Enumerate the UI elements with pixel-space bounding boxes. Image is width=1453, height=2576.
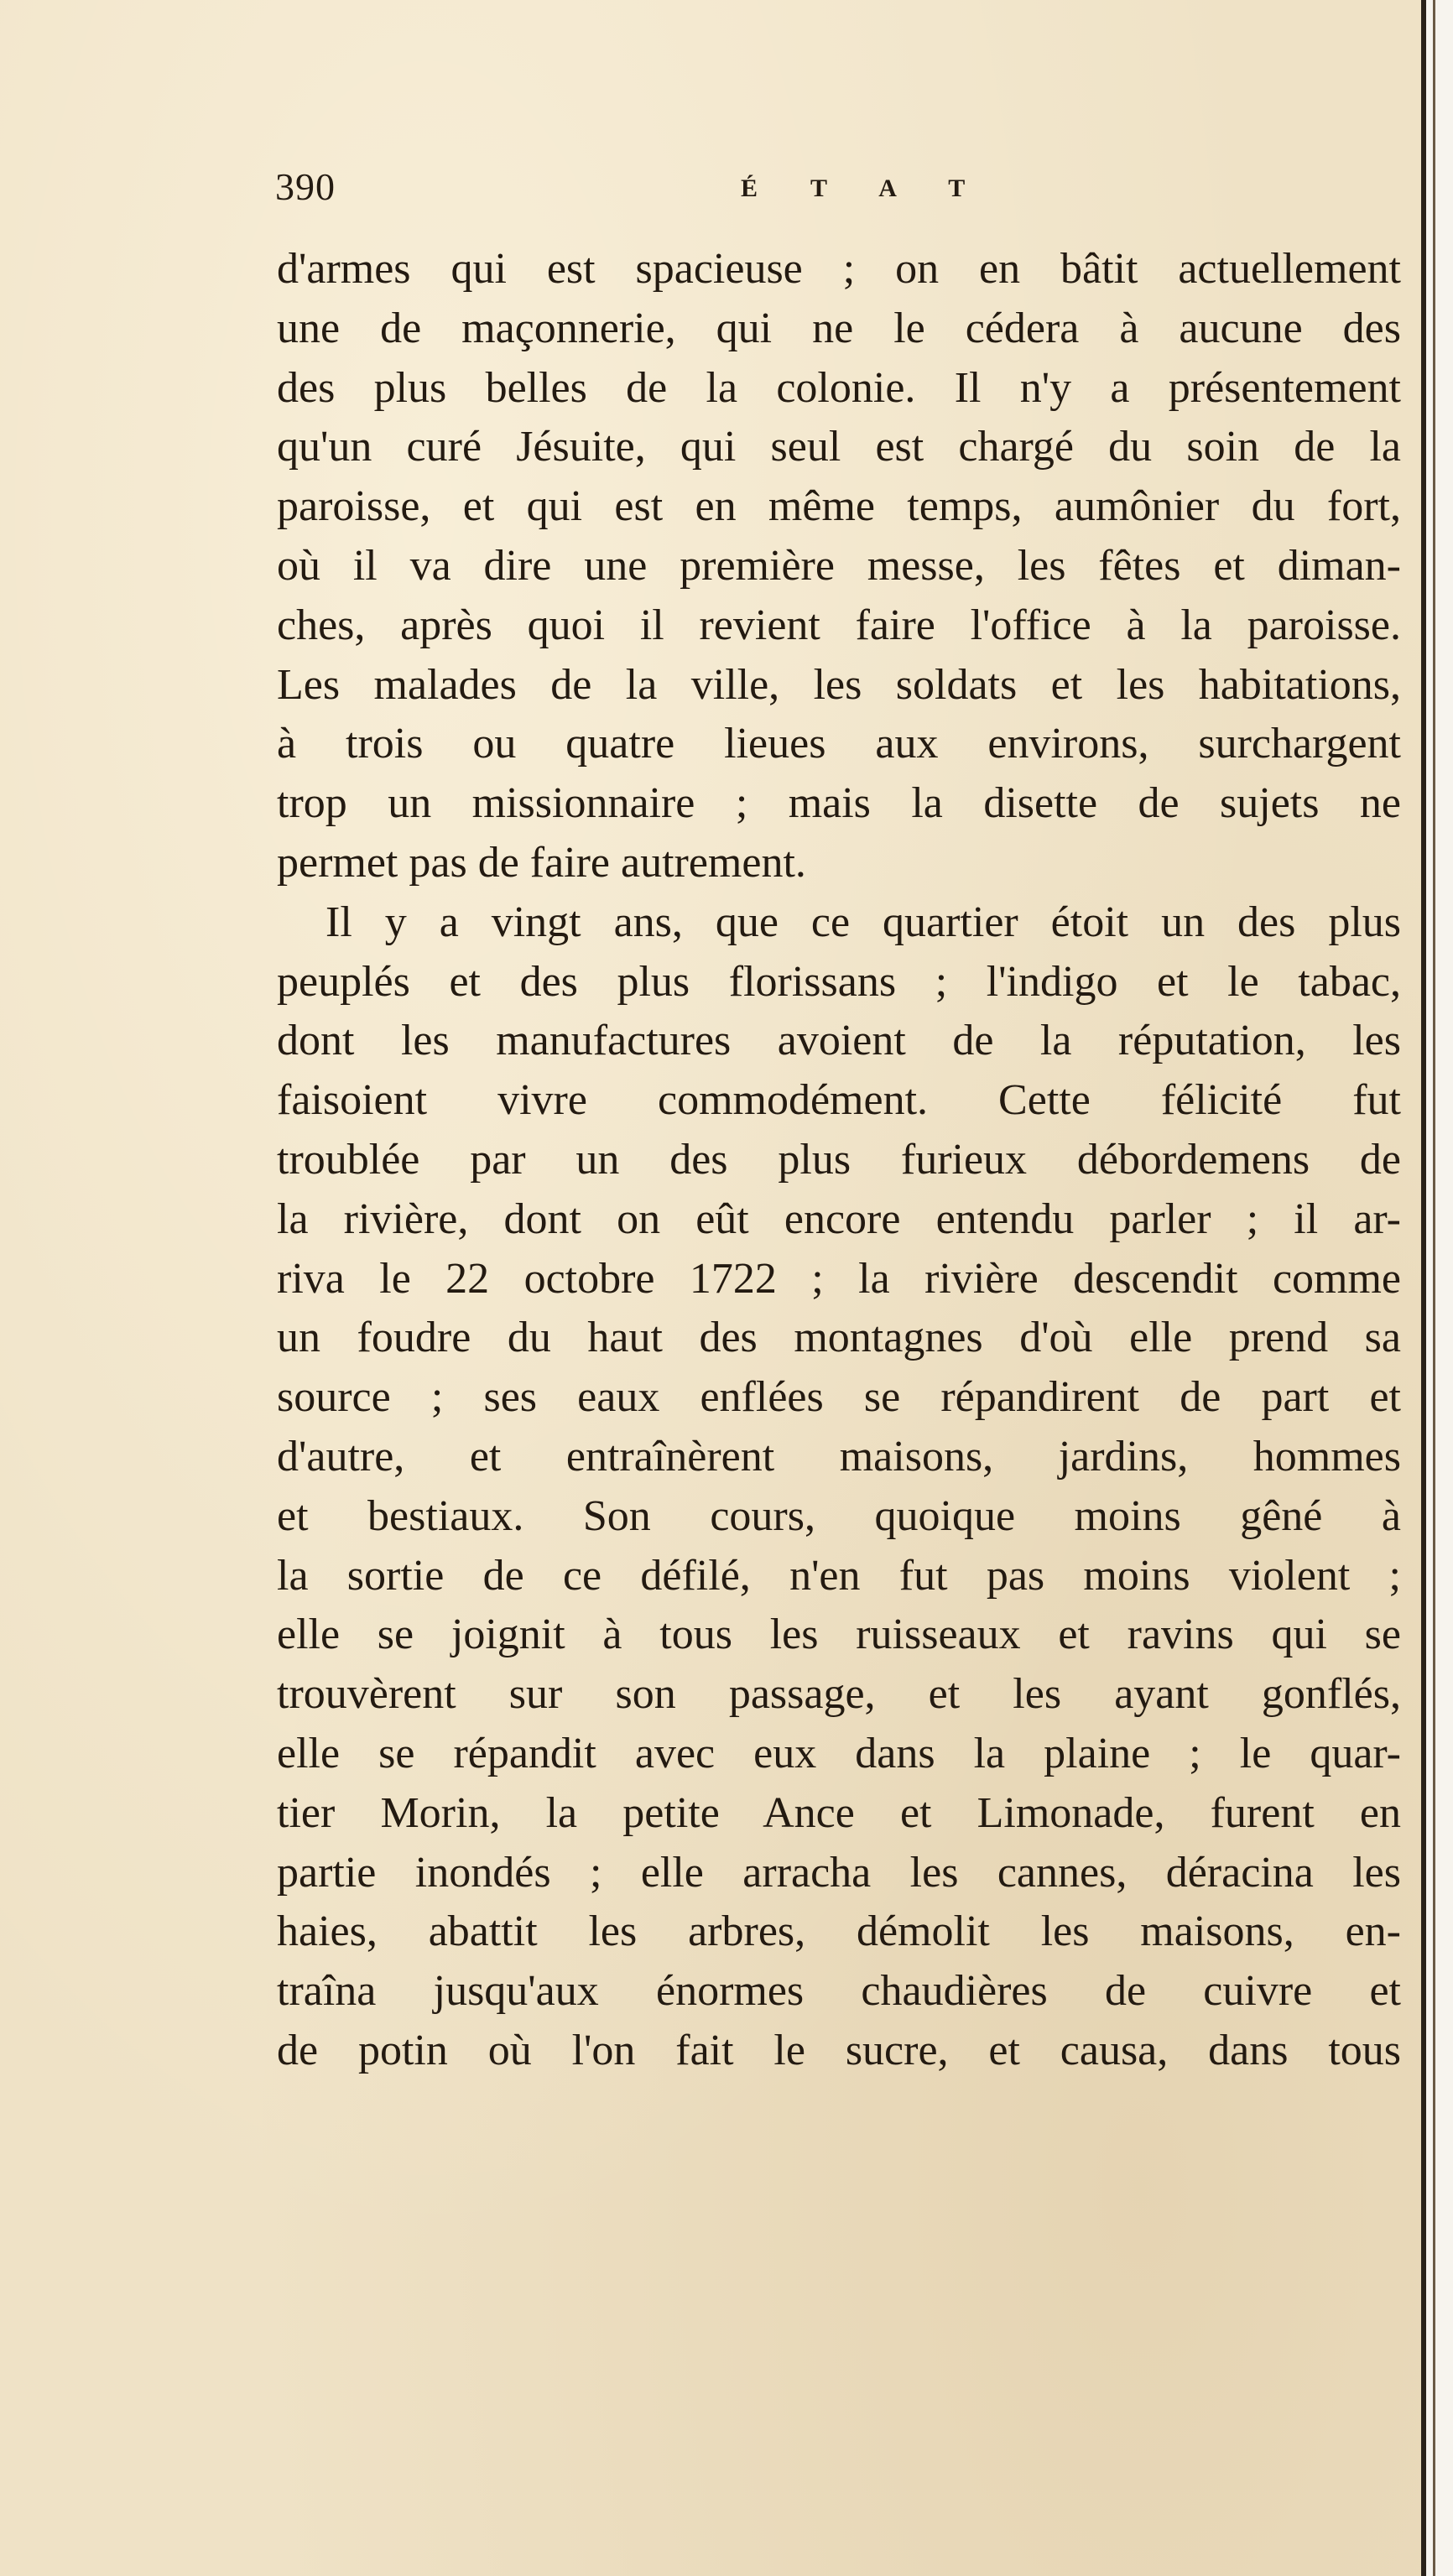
text-line: troublée par un des plus furieux débordemens de: [277, 1135, 1401, 1184]
running-head: [275, 164, 1181, 215]
paragraph-end-line: permet pas de faire autrement.: [277, 838, 806, 887]
text-line: traîna jusqu'aux énormes chaudières de cuivre et: [277, 1967, 1401, 2016]
paragraph-start-line: Il y a vingt ans, que ce quartier étoit un des plus: [325, 898, 1401, 946]
text-line: la rivière, dont on eût encore entendu parler ; il ar-: [277, 1194, 1401, 1243]
text-line: tier Morin, la petite Ance et Limonade, furent en: [277, 1788, 1401, 1837]
text-line: à trois ou quatre lieues aux environs, surchargent: [277, 720, 1401, 768]
text-line: dont les manufactures avoient de la réputation, les: [277, 1017, 1401, 1065]
text-line: trouvèrent sur son passage, et les ayant gonflés,: [277, 1670, 1401, 1719]
running-title: É T A T: [741, 174, 989, 202]
text-line: une de maçonnerie, qui ne le cédera à aucune des: [277, 304, 1401, 352]
text-line: peuplés et des plus florissans ; l'indigo et le tabac,: [277, 957, 1401, 1006]
page-edge: [1421, 0, 1453, 2576]
text-line: elle se joignit à tous les ruisseaux et ravins qui se: [277, 1611, 1401, 1659]
text-line: la sortie de ce défilé, n'en fut pas moins violent ;: [277, 1551, 1401, 1600]
text-line: source ; ses eaux enflées se répandirent de part et: [277, 1373, 1401, 1422]
text-line: de potin où l'on fait le sucre, et causa, dans tous: [277, 2026, 1401, 2074]
text-line: paroisse, et qui est en même temps, aumônier du fort,: [277, 482, 1401, 531]
text-line: ches, après quoi il revient faire l'office à la paroisse.: [277, 601, 1401, 649]
text-line: et bestiaux. Son cours, quoique moins gêné à: [277, 1491, 1401, 1540]
text-line: partie inondés ; elle arracha les cannes, déracina les: [277, 1848, 1401, 1897]
text-line: d'armes qui est spacieuse ; on en bâtit actuellement: [277, 245, 1401, 293]
body-text: [277, 240, 1443, 2081]
text-line: qu'un curé Jésuite, qui seul est chargé du soin de la: [277, 423, 1401, 471]
text-line: un foudre du haut des montagnes d'où elle prend sa: [277, 1314, 1401, 1362]
text-line: trop un missionnaire ; mais la disette de sujets ne: [277, 779, 1401, 828]
text-line: des plus belles de la colonie. Il n'y a présentement: [277, 363, 1401, 412]
page-number: 390: [275, 165, 336, 208]
text-line: riva le 22 octobre 1722 ; la rivière descendit comme: [277, 1254, 1401, 1303]
text-line: d'autre, et entraînèrent maisons, jardins, hommes: [277, 1432, 1401, 1481]
text-line: où il va dire une première messe, les fêtes et diman-: [277, 541, 1401, 590]
text-line: faisoient vivre commodément. Cette félicité fut: [277, 1076, 1401, 1125]
text-line: elle se répandit avec eux dans la plaine ; le quar-: [277, 1729, 1401, 1777]
text-line: haies, abattit les arbres, démolit les maisons, en-: [277, 1907, 1401, 1956]
text-line: Les malades de la ville, les soldats et les habitations,: [277, 660, 1401, 709]
